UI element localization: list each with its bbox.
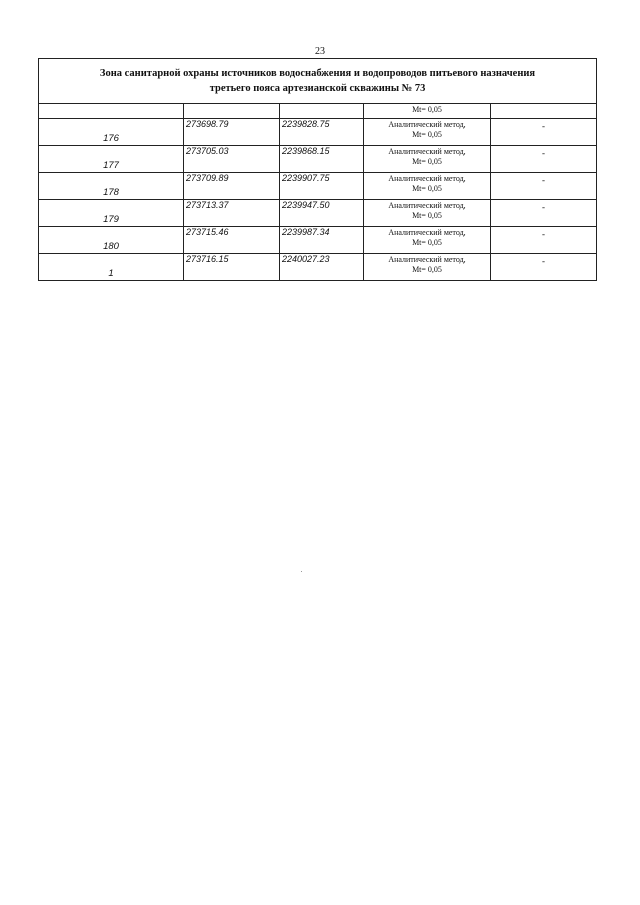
extra-cell: [491, 104, 597, 119]
boundary-coordinates-table: [38, 58, 597, 281]
method-cell: [364, 173, 491, 200]
table-row: [39, 254, 597, 281]
method-cell: [364, 104, 491, 119]
method-cell: [364, 146, 491, 173]
point-number-cell: 176: [39, 119, 184, 146]
accuracy-text: Mt= 0,05: [412, 184, 442, 193]
x-coordinate-cell: 273698.79: [184, 119, 280, 146]
table-title-line-2: третьего пояса артезианской скважины № 73: [209, 83, 426, 94]
y-coordinate-cell: 2239868.15: [280, 146, 364, 173]
x-coordinate-cell: 273715.46: [184, 227, 280, 254]
method-text: Аналитический метод,: [388, 201, 466, 210]
table-row: [39, 146, 597, 173]
method-text: Аналитический метод,: [388, 255, 466, 264]
x-coordinate-cell: 273709.89: [184, 173, 280, 200]
table-row: [39, 200, 597, 227]
table-row: [39, 227, 597, 254]
accuracy-text: Mt= 0,05: [412, 157, 442, 166]
method-cell: [364, 227, 491, 254]
extra-cell: -: [491, 254, 597, 281]
table-row: [39, 173, 597, 200]
y-coordinate-cell: 2239987.34: [280, 227, 364, 254]
table-title: [39, 59, 597, 104]
extra-cell: -: [491, 200, 597, 227]
method-cell: [364, 200, 491, 227]
extra-cell: -: [491, 119, 597, 146]
table-title-line-1: Зона санитарной охраны источников водоснабжения и водопроводов питьевого назначения: [99, 68, 536, 79]
point-number-cell: 177: [39, 146, 184, 173]
method-text: Аналитический метод,: [388, 228, 466, 237]
y-coordinate-cell: [280, 104, 364, 119]
x-coordinate-cell: [184, 104, 280, 119]
x-coordinate-cell: 273705.03: [184, 146, 280, 173]
x-coordinate-cell: 273716.15: [184, 254, 280, 281]
y-coordinate-cell: 2239907.75: [280, 173, 364, 200]
point-number-cell: 178: [39, 173, 184, 200]
accuracy-text: Mt= 0,05: [412, 238, 442, 247]
accuracy-text: Mt= 0,05: [412, 265, 442, 274]
point-number-cell: 180: [39, 227, 184, 254]
y-coordinate-cell: 2239828.75: [280, 119, 364, 146]
extra-cell: -: [491, 146, 597, 173]
y-coordinate-cell: 2240027.23: [280, 254, 364, 281]
x-coordinate-cell: 273713.37: [184, 200, 280, 227]
table-row: [39, 104, 597, 119]
accuracy-text: Mt= 0,05: [412, 211, 442, 220]
point-number-cell: 179: [39, 200, 184, 227]
method-text: Аналитический метод,: [388, 147, 466, 156]
accuracy-text: Mt= 0,05: [412, 105, 442, 114]
extra-cell: -: [491, 173, 597, 200]
page-number: 23: [315, 46, 325, 57]
extra-cell: -: [491, 227, 597, 254]
table-title-row: [39, 59, 597, 104]
table-row: [39, 119, 597, 146]
point-number-cell: 1: [39, 254, 184, 281]
accuracy-text: Mt= 0,05: [412, 130, 442, 139]
method-cell: [364, 254, 491, 281]
method-text: Аналитический метод,: [388, 120, 466, 129]
y-coordinate-cell: 2239947.50: [280, 200, 364, 227]
scan-speck: [301, 571, 302, 572]
point-number-cell: [39, 104, 184, 119]
method-cell: [364, 119, 491, 146]
method-text: Аналитический метод,: [388, 174, 466, 183]
